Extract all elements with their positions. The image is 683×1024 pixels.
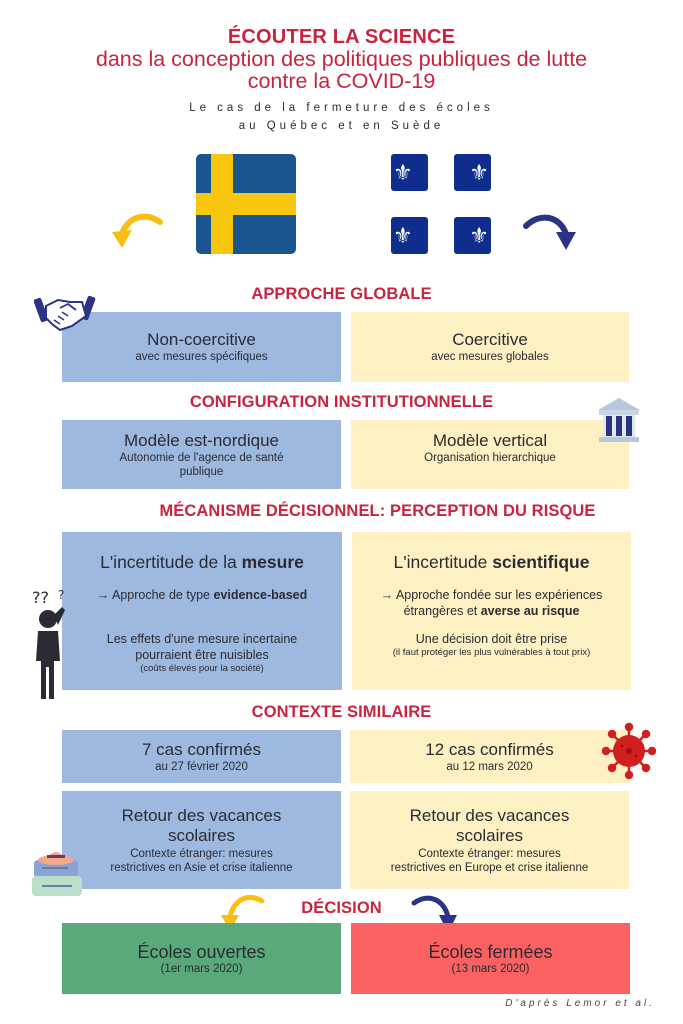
effect-note: (coûts élevés pour la société) [140, 663, 264, 674]
tagline-line-1: Le cas de la fermeture des écoles [189, 102, 494, 114]
decision-schools-open-box [62, 923, 341, 994]
box-title: Coercitive [452, 330, 528, 349]
decision-schools-closed-box [351, 923, 630, 994]
context-holidays-quebec-box [350, 791, 629, 889]
approach-quebec-box [351, 312, 629, 382]
box-title: Écoles ouvertes [137, 941, 266, 962]
box-subtitle: avec mesures globales [431, 351, 549, 363]
section-heading-approach: APPROCHE GLOBALE [251, 285, 432, 303]
fleur-de-lis-icon: ⚜ [391, 217, 428, 254]
mechanism-quebec-box [352, 532, 631, 690]
effect-note: (il faut protéger les plus vulnérables à tout prix) [392, 647, 591, 658]
handshake-icon [34, 290, 96, 332]
box-subtitle: (13 mars 2020) [451, 962, 530, 975]
section-heading-institutional: CONFIGURATION INSTITUTIONNELLE [189, 393, 494, 411]
box-subtitle: au 27 février 2020 [155, 760, 248, 773]
effect-line-2: pourraient être nuisibles [135, 648, 269, 662]
context-cases-quebec-box [350, 730, 629, 783]
box-title: 7 cas confirmés [141, 739, 262, 759]
svg-text:?: ? [58, 588, 65, 602]
subtitle-line-2: contre la COVID-19 [247, 69, 436, 93]
fleur-de-lis-icon: ⚜ [454, 154, 491, 191]
government-building-icon [594, 396, 644, 444]
box-title: 12 cas confirmés [425, 739, 554, 759]
virus-icon [602, 722, 656, 780]
tagline [0, 99, 683, 135]
approach-line-2: étrangères et averse au risque [403, 604, 580, 618]
quebec-flag [391, 154, 491, 254]
box-subtitle: Organisation hierarchique [424, 452, 556, 464]
effect-line-1: Les effets d'une mesure incertaine [106, 632, 298, 646]
section-heading-mechanism: MÉCANISME DÉCISIONNEL: PERCEPTION DU RISQUE [159, 502, 596, 520]
flag-cross-horizontal [196, 193, 296, 215]
mechanism-sweden-box [62, 532, 342, 690]
box-title: Retour des vacances scolaires [121, 805, 282, 845]
box-title: Non-coercitive [147, 330, 256, 349]
approach-line-1: → Approche fondée sur les expériences [380, 588, 603, 602]
approach-sweden-box [62, 312, 341, 382]
svg-text:??: ?? [32, 588, 49, 607]
box-subtitle: avec mesures spécifiques [135, 351, 268, 363]
section-heading-context: CONTEXTE SIMILAIRE [251, 703, 432, 721]
fleur-de-lis-icon: ⚜ [454, 217, 491, 254]
box-subtitle: au 12 mars 2020 [446, 760, 533, 773]
luggage-icon [30, 846, 86, 898]
box-title: L'incertitude de la mesure [100, 552, 304, 572]
subtitle-line-1: dans la conception des politiques publiques de lutte [95, 47, 588, 71]
curved-arrow-left-icon [110, 212, 166, 256]
source-credit: D'après Lemor et al. [505, 998, 655, 1009]
sweden-flag [196, 154, 296, 254]
page-subtitle [0, 48, 683, 92]
box-title: Écoles fermées [428, 941, 553, 962]
institutional-quebec-box [351, 420, 629, 489]
box-title: Modèle vertical [432, 431, 548, 450]
box-title: Modèle est-nordique [124, 430, 279, 450]
confused-person-icon [30, 585, 74, 700]
box-subtitle: (1er mars 2020) [160, 962, 243, 975]
context-holidays-sweden-box [62, 791, 341, 889]
box-title: L'incertitude scientifique [393, 552, 590, 572]
tagline-line-2: au Québec et en Suède [238, 120, 445, 132]
institutional-sweden-box [62, 420, 341, 489]
box-title: Retour des vacances scolaires [409, 805, 570, 845]
box-subtitle: Contexte étranger: mesures restrictives en Asie et crise italienne [110, 847, 293, 874]
page-title: ÉCOUTER LA SCIENCE [227, 26, 456, 48]
fleur-de-lis-icon: ⚜ [391, 154, 428, 191]
box-subtitle: Autonomie de l'agence de santé publique [119, 451, 284, 478]
box-subtitle: Contexte étranger: mesures restrictives en Europe et crise italienne [390, 847, 589, 874]
effect-line-1: Une décision doit être prise [415, 632, 568, 646]
section-heading-decision: DÉCISION [301, 899, 382, 917]
context-cases-sweden-box [62, 730, 341, 783]
approach-text: → Approche de type evidence-based [96, 588, 308, 602]
curved-arrow-right-icon [522, 212, 578, 256]
